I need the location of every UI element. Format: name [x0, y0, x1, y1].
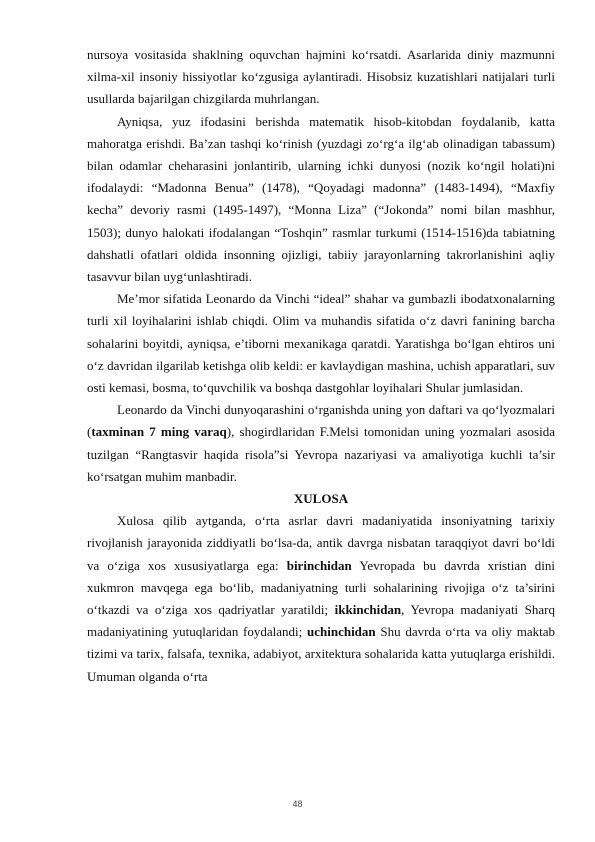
paragraph-1: nursoya vositasida shaklning oquvchan hajmini ko‘rsatdi. Asarlarida diniy mazmunni xilma-xil insoniy hissiyotlar ko‘zgusiga aylantiradi. Hisobsiz kuzatishlari natijalari turli usullarda bajarilgan chizgilarda muhrlangan. [87, 47, 555, 107]
paragraph-5-text-a: Xulosa qilib aytganda, o‘rta asrlar davri madaniyatida insoniyatning tarixiy rivojlanish jarayonida ziddiyatli bo‘lsa-da, antik davrga nisbatan taraqqiyot davri bo‘ldi va o‘ziga xos xususiyatlarga ega: [87, 513, 555, 573]
body-text [87, 44, 555, 688]
paragraph-2: Ayniqsa, yuz ifodasini berishda matematik hisob-kitobdan foydalanib, katta mahoratga erishdi. Ba’zan tashqi ko‘rinish (yuzdagi zo‘rg‘a ilg‘ab olinadigan tabassum) bilan odamlar cheharasini jonlantirib, ularning ichki dunyosi (nozik ko‘ngil holati)ni ifodalaydi: “Madonna Benua” (1478), “Qoyadagi madonna” (1483-1494), “Maxfiy kecha” devoriy rasmi (1495-1497), “Monna Liza” (“Jokonda” nomi bilan mashhur, 1503); dunyo halokati ifodalangan “Toshqin” rasmlar turkumi (1514-1516)da tabiatning dahshatli ofatlari oldida insonning ojizligi, tabiiy jarayonlarning takrorlanishini aqliy tasavvur bilan uyg‘unlashtiradi. [87, 113, 555, 285]
page-number: 48 [292, 799, 303, 809]
paragraph-5-bold-3: uchinchidan [307, 624, 376, 640]
paragraph-5-text-b: Yevropada bu davrda xristian dini xukmron mavqega ega bo‘lib, madaniyatning turli sohalarining rivojiga o‘z ta’sirini o‘tkazdi va o‘ziga xos qadriyatlar yaratildi; [87, 557, 555, 618]
paragraph-5 [87, 510, 555, 688]
paragraph-4-text-a: Leonardo da Vinchi dunyoqarashini o‘rganishda uning yon daftari va qo‘lyozmalari ( [87, 402, 555, 440]
section-heading: XULOSA [293, 491, 349, 507]
paragraph-3: Me’mor sifatida Leonardo da Vinchi “ideal” shahar va gumbazli ibodatxonalarning turli xil loyihalarini ishlab chiqdi. Olim va muhandis sifatida o‘z davri fanining barcha sohalarini boyitdi, ayniqsa, e’tiborni mexanikaga qaratdi. Yaratishga bo‘lgan ehtiros uni o‘z davridan ilgarilab ketishga olib keldi: er kavlaydigan mashina, uchish apparatlari, suv osti kemasi, bosma, to‘quvchilik va boshqa dastgohlar loyihalari Shular jumlasidan. [87, 291, 555, 396]
paragraph-5-text-c: , Yevropa madaniyati Sharq madaniyatining yutuqlaridan foydalandi; [87, 602, 555, 640]
paragraph-4 [87, 399, 555, 488]
paragraph-5-bold-1: birinchidan [286, 557, 352, 573]
paragraph-4-text-b: ), shogirdlaridan F.Melsi tomonidan uning yozmalari asosida tuzilgan “Rangtasvir haqida risola”si Yevropa nazariyasi va amaliyotiga kuchli ta’sir ko‘rsatgan muhim manbadir. [87, 424, 555, 484]
paragraph-4-bold: taxminan 7 ming varaq [91, 424, 227, 440]
paragraph-5-bold-2: ikkinchidan [334, 602, 402, 618]
paragraph-5-text-d: Shu davrda o‘rta va oliy maktab tizimi va tarix, falsafa, texnika, adabiyot, arxitektura sohalarida katta yutuqlarga erishildi. Umuman olganda o‘rta [87, 624, 555, 684]
